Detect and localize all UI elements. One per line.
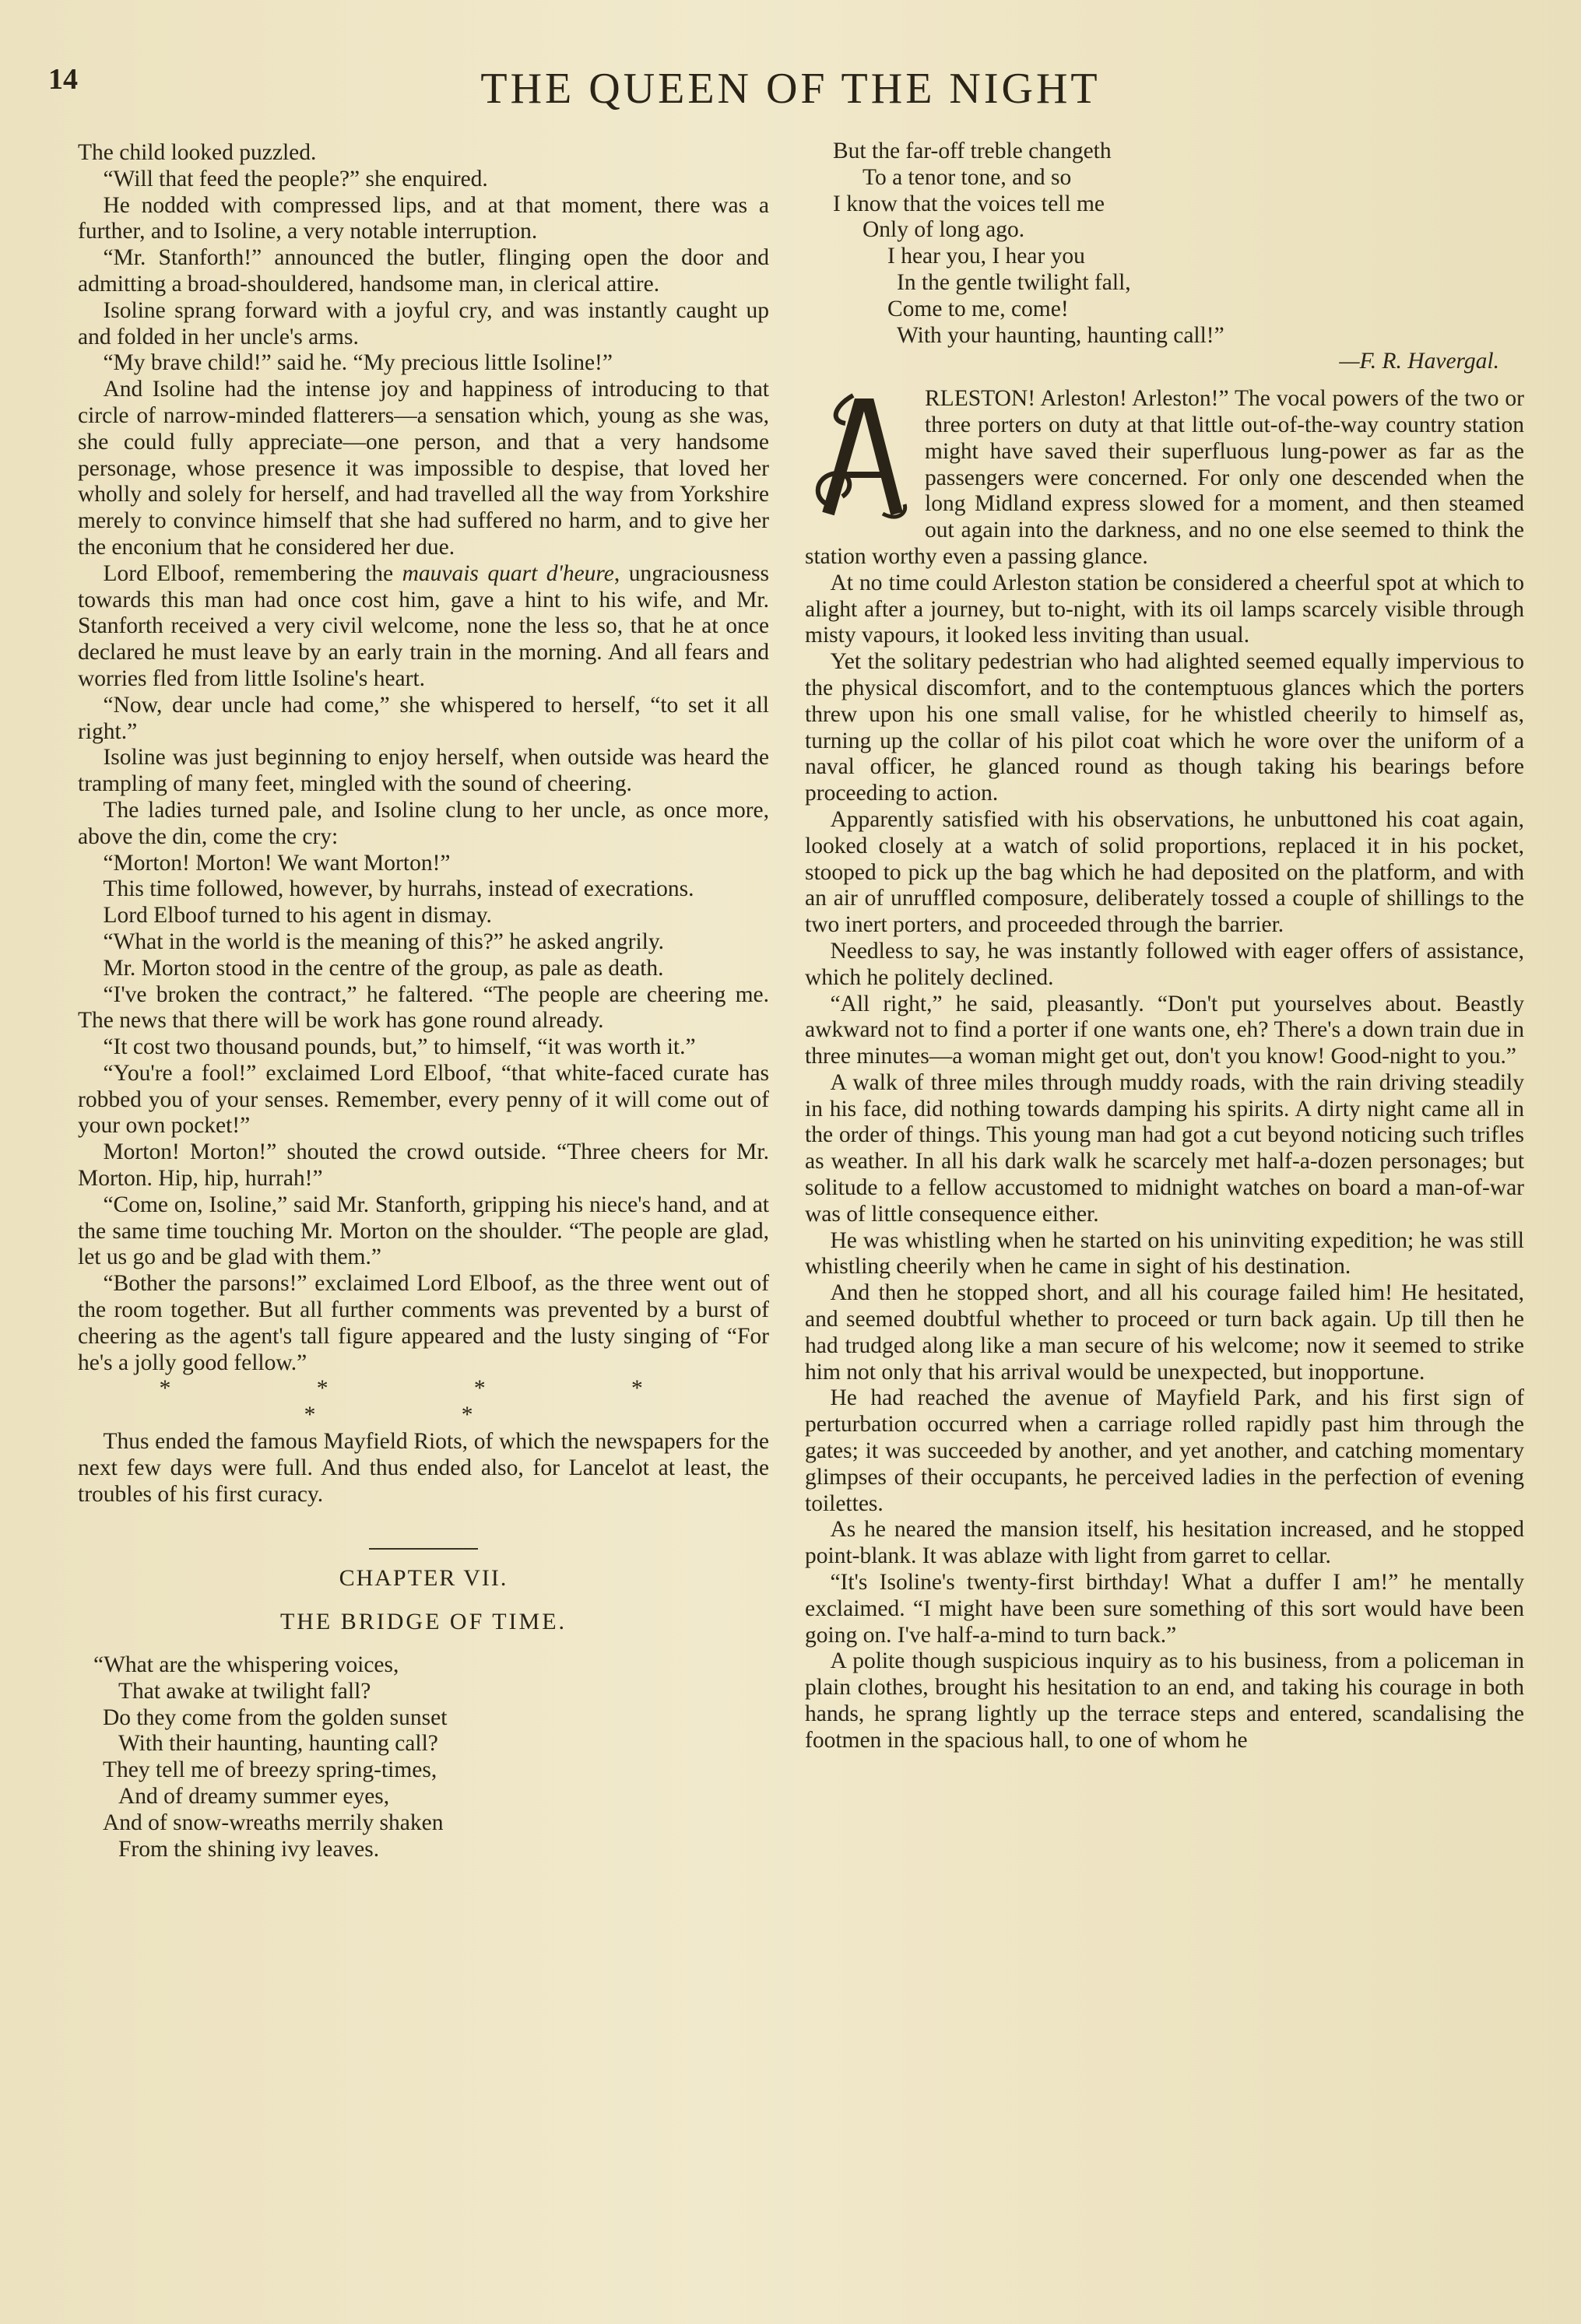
verse-line: I hear you, I hear you	[887, 244, 1085, 269]
paragraph: “What in the world is the meaning of this?” he asked angrily.	[103, 929, 665, 954]
drop-cap-a-icon	[805, 389, 914, 529]
verse-line: I know that the voices tell me	[833, 191, 1105, 216]
verse-line: “What are the whispering voices,	[93, 1652, 399, 1678]
paragraph: The child looked puzzled.	[78, 140, 317, 165]
verse-line: From the shining ivy leaves.	[118, 1836, 380, 1862]
paragraph: Mr. Morton stood in the centre of the group, as pale as death.	[103, 955, 664, 981]
running-title: THE QUEEN OF THE NIGHT	[480, 65, 1101, 113]
paragraph: And then he stopped short, and all his courage failed him! He hesitated, and seemed doubtful whether to proceed or turn back again. Up till then he had trudged along like a man secure of his welcome; now it seemed to strike him not only that his arrival would be unexpected, but inopportune.	[805, 1280, 1524, 1385]
paragraph: Isoline sprang forward with a joyful cry, and was instantly caught up and folded in her uncle's arms.	[78, 297, 769, 349]
verse-stanza	[78, 1652, 769, 1862]
paragraph: He was whistling when he started on his uninviting expedition; he was still whistling cheerily when he came in sight of his destination.	[805, 1227, 1524, 1280]
paragraph: Apparently satisfied with his observations, he unbuttoned his coat again, looked closely at a watch of solid proportions, replaced it in his pocket, stooped to pick up the bag which he had deposited on the platform, and with an air of unruffled composure, deliberately tossed a couple of shillings to the two inert porters, and proceeded through the barrier.	[805, 806, 1524, 938]
verse-line: And of dreamy summer eyes,	[118, 1784, 390, 1810]
verse-line: Do they come from the golden sunset	[103, 1704, 448, 1730]
paragraph: A polite though suspicious inquiry as to his business, from a policeman in plain clothes, brought his hesitation to an end, and taking his courage in both hands, he sprang lightly up the terrace steps and entered, scandalising the footmen in the spacious hall, to one of whom he	[805, 1648, 1524, 1753]
paragraph: “Will that feed the people?” she enquired.	[103, 166, 488, 191]
paragraph: “Mr. Stanforth!” announced the butler, flinging open the door and admitting a broad-shouldered, handsome man, in clerical attire.	[78, 245, 769, 297]
paragraph-text: Lord Elboof, remembering the	[103, 560, 402, 586]
paragraph: Lord Elboof turned to his agent in dismay.	[103, 903, 492, 929]
paragraph: And Isoline had the intense joy and happiness of introducing to that circle of narrow-minded flatterers—a sensation which, young as she was, she could fully appreciate—one person, and that a very handsome personage, whose presence it was impossible to despise, that loved her wholly and solely for herself, and had travelled all the way from Yorkshire merely to convince himself that she had suffered no harm, and to give her the enconium that he considered her due.	[78, 377, 769, 560]
verse-line: That awake at twilight fall?	[118, 1678, 371, 1704]
paragraph: A walk of three miles through muddy roads, with the rain driving steadily in his face, did nothing towards damping his spirits. A dirty night came all in the order of things. This young man had got a cut beyond noticing such trifles as weather. In all his dark walk he scarcely met half-a-dozen personages; but solitude to a fellow accustomed to midnight watches on board a man-of-war was of little consequence either.	[805, 1069, 1524, 1227]
paragraph: “Morton! Morton! We want Morton!”	[103, 850, 451, 876]
page-number: 14	[48, 63, 78, 96]
verse-attribution: —F. R. Havergal.	[1339, 349, 1499, 374]
paragraph: Needless to say, he was instantly followed with eager offers of assistance, which he politely declined.	[805, 938, 1524, 990]
section-break-stars: * * * * * *	[159, 1376, 713, 1428]
verse-line: In the gentle twilight fall,	[897, 269, 1131, 295]
paragraph: “All right,” he said, pleasantly. “Don't put yourselves about. Beastly awkward not to find a porter if one wants one, eh? There's a down train due in three minutes—a woman might get out, don't you know! Good-night to you.”	[805, 991, 1524, 1069]
paragraph: Yet the solitary pedestrian who had alighted seemed equally impervious to the physical discomfort, and to the contemptuous glances which the porters threw upon his one small valise, for he whistled cheerily to himself as, turning up the collar of his pilot coat which he wore over the uniform of a naval officer, he glanced round as though taking his bearings before proceeding to action.	[805, 649, 1524, 806]
verse-line: They tell me of breezy spring-times,	[103, 1757, 437, 1783]
paragraph: As he neared the mansion itself, his hesitation increased, and he stopped point-blank. It was ablaze with light from garret to cellar.	[805, 1517, 1524, 1569]
paragraph: RLESTON! Arleston! Arleston!” The vocal powers of the two or three porters on duty at that little out-of-the-way country station might have saved their superfluous lung-power as far as the passengers were concerned. For only one descended when the long Midland express slowed for a moment, and then steamed out again into the darkness, and no one else seemed to think the station worthy even a passing glance.	[805, 386, 1524, 569]
paragraph: “My brave child!” said he. “My precious little Isoline!”	[103, 350, 613, 376]
verse-line: Come to me, come!	[887, 296, 1069, 321]
paragraph: He nodded with compressed lips, and at that moment, there was a further, and to Isoline, a very notable interruption.	[78, 192, 769, 244]
verse-line: With your haunting, haunting call!”	[897, 322, 1224, 348]
paragraph: “Come on, Isoline,” said Mr. Stanforth, gripping his niece's hand, and at the same time touching Mr. Morton on the shoulder. “The people are glad, let us go and be glad with them.”	[78, 1192, 769, 1270]
paragraph: Morton! Morton!” shouted the crowd outside. “Three cheers for Mr. Morton. Hip, hip, hurrah!”	[78, 1139, 769, 1192]
paragraph: “It cost two thousand pounds, but,” to himself, “it was worth it.”	[103, 1034, 696, 1060]
verse-line: But the far-off treble changeth	[833, 139, 1112, 163]
paragraph-text: , ungraciousness towards this man had once cost him, gave a hint to his wife, and Mr. Stanforth received a very civil welcome, none the less so, that he at once declared he must leave by an early train in the morning. And all fears and worries fled from little Isoline's heart.	[78, 560, 769, 691]
paragraph: “Bother the parsons!” exclaimed Lord Elboof, as the three went out of the room together. But all further comments was prevented by a burst of cheering as the agent's tall figure appeared and the lusty singing of “For he's a jolly good fellow.”	[78, 1271, 769, 1375]
verse-line: To a tenor tone, and so	[863, 164, 1072, 190]
paragraph: At no time could Arleston station be considered a cheerful spot at which to alight after a journey, but to-night, with its oil lamps scarcely visible through misty vapours, it looked less inviting than usual.	[805, 570, 1524, 648]
paragraph: This time followed, however, by hurrahs, instead of execrations.	[103, 876, 694, 902]
paragraph: “It's Isoline's twenty-first birthday! What a duffer I am!” he mentally exclaimed. “I might have been sure something of this sort would have been going on. I've half-a-mind to turn back.”	[805, 1570, 1524, 1648]
chapter-title: THE BRIDGE OF TIME.	[279, 1609, 567, 1635]
verse-line: And of snow-wreaths merrily shaken	[103, 1810, 444, 1835]
right-column	[805, 139, 1524, 1754]
paragraph: The ladies turned pale, and Isoline clung to her uncle, as once more, above the din, come the cry:	[78, 797, 769, 849]
paragraph: Thus ended the famous Mayfield Riots, of which the newspapers for the next few days were full. And thus ended also, for Lancelot at least, the troubles of his first curacy.	[78, 1429, 769, 1507]
paragraph: “I've broken the contract,” he faltered. “The people are cheering me. The news that there will be work has gone round already.	[78, 981, 769, 1034]
verse-line: Only of long ago.	[863, 217, 1025, 243]
paragraph	[78, 561, 769, 693]
verse-line: With their haunting, haunting call?	[118, 1731, 438, 1757]
paragraph: Isoline was just beginning to enjoy herself, when outside was heard the trampling of many feet, mingled with the sound of cheering.	[78, 745, 769, 797]
verse-stanza	[805, 139, 1524, 349]
italic-phrase: mauvais quart d'heure	[402, 560, 614, 586]
chapter-divider	[369, 1548, 478, 1550]
paragraph: “You're a fool!” exclaimed Lord Elboof, “that white-faced curate has robbed you of your senses. Remember, every penny of it will come out of your own pocket!”	[78, 1060, 769, 1139]
drop-cap-letter	[805, 389, 914, 529]
left-column	[78, 140, 769, 1862]
paragraph: He had reached the avenue of Mayfield Park, and his first sign of perturbation occurred when a carriage rolled rapidly past him through the gates; it was succeeded by another, and yet another, and catching momentary glimpses of their occupants, he perceived ladies in the perfection of evening toilettes.	[805, 1385, 1524, 1516]
chapter-number: CHAPTER VII.	[339, 1565, 508, 1592]
paragraph: “Now, dear uncle had come,” she whispered to herself, “to set it all right.”	[78, 692, 769, 744]
